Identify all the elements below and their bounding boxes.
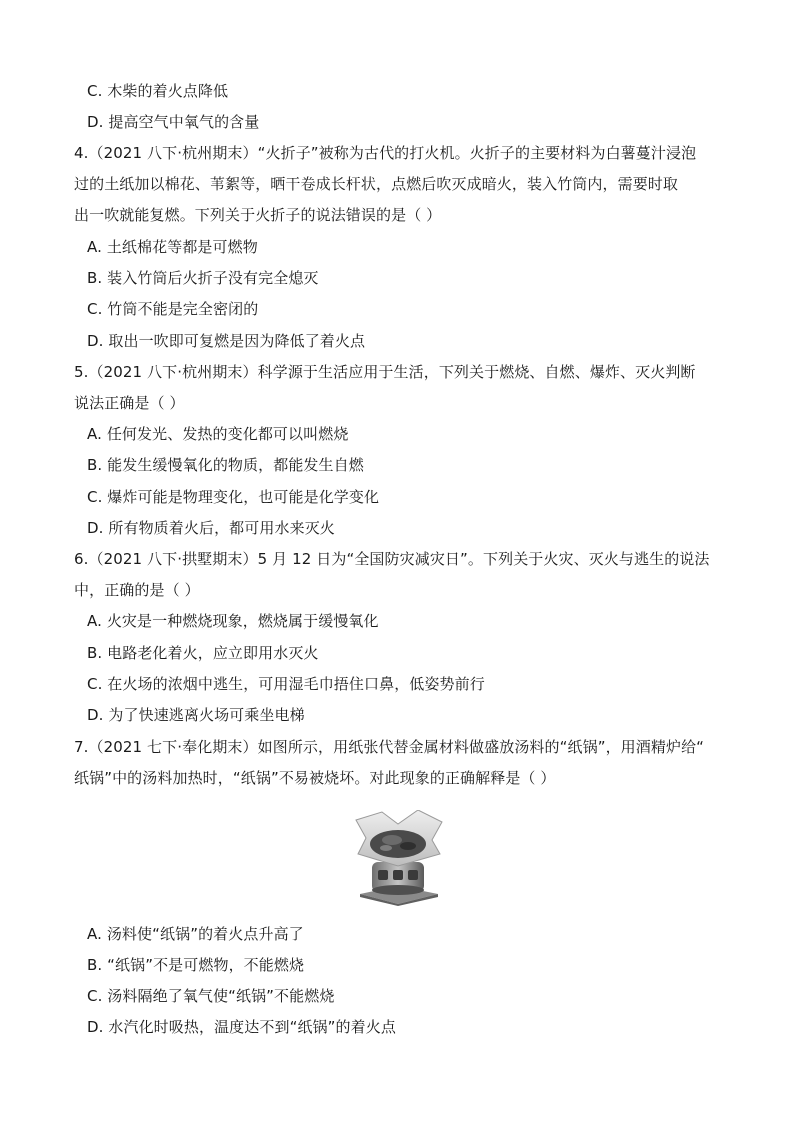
paper-pot-figure	[352, 810, 444, 906]
burner-vent-shape	[408, 870, 418, 880]
option-text: C. 木柴的着火点降低	[87, 82, 229, 100]
option-text: C. 在火场的浓烟中逃生，可用湿毛巾捂住口鼻，低姿势前行	[87, 675, 485, 693]
option-text: C. 爆炸可能是物理变化，也可能是化学变化	[87, 488, 380, 506]
soup-vegetable-shape	[380, 845, 392, 851]
question-text: 7.（2021 七下·奉化期末）如图所示，用纸张代替金属材料做盛放汤料的“纸锅”，用酒精炉给“	[74, 738, 705, 756]
option-text: B. 电路老化着火，应立即用水灭火	[87, 644, 319, 662]
option-text: D. 为了快速逃离火场可乘坐电梯	[87, 706, 305, 724]
burner-vent-shape	[393, 870, 403, 880]
option-text: A. 火灾是一种燃烧现象，燃烧属于缓慢氧化	[87, 612, 379, 630]
question-text: 纸锅”中的汤料加热时，“纸锅”不易被烧坏。对此现象的正确解释是（ ）	[74, 769, 556, 787]
option-text: D. 提高空气中氧气的含量	[87, 113, 260, 131]
option-text: A. 任何发光、发热的变化都可以叫燃烧	[87, 425, 349, 443]
soup-vegetable-shape	[400, 842, 416, 850]
question-text: 中，正确的是（ ）	[74, 581, 200, 599]
option-text: C. 汤料隔绝了氧气使“纸锅”不能燃烧	[87, 987, 335, 1005]
question-text: 6.（2021 八下·拱墅期末）5 月 12 日为“全国防灾减灾日”。下列关于火灾、灭火与逃生的说法	[74, 550, 710, 568]
burner-bottom-shape	[372, 885, 424, 895]
option-text: D. 取出一吹即可复燃是因为降低了着火点	[87, 332, 366, 350]
option-text: B. 装入竹筒后火折子没有完全熄灭	[87, 269, 319, 287]
question-text: 5.（2021 八下·杭州期末）科学源于生活应用于生活，下列关于燃烧、自燃、爆炸、灭火判断	[74, 363, 696, 381]
option-text: B. “纸锅”不是可燃物，不能燃烧	[87, 956, 305, 974]
question-text: 过的土纸加以棉花、苇絮等，晒干卷成长杆状，点燃后吹灭成暗火，装入竹筒内，需要时取	[74, 175, 679, 193]
option-text: A. 土纸棉花等都是可燃物	[87, 238, 258, 256]
soup-vegetable-shape	[382, 835, 402, 845]
question-text: 说法正确是（ ）	[74, 394, 185, 412]
question-text: 4.（2021 八下·杭州期末）“火折子”被称为古代的打火机。火折子的主要材料为白薯蔓汁浸泡	[74, 144, 697, 162]
burner-vent-shape	[378, 870, 388, 880]
question-text: 出一吹就能复燃。下列关于火折子的说法错误的是（ ）	[74, 206, 442, 224]
option-text: A. 汤料使“纸锅”的着火点升高了	[87, 925, 304, 943]
option-text: D. 所有物质着火后，都可用水来灭火	[87, 519, 335, 537]
option-text: B. 能发生缓慢氧化的物质，都能发生自燃	[87, 456, 364, 474]
option-text: D. 水汽化时吸热，温度达不到“纸锅”的着火点	[87, 1018, 396, 1036]
option-text: C. 竹筒不能是完全密闭的	[87, 300, 259, 318]
